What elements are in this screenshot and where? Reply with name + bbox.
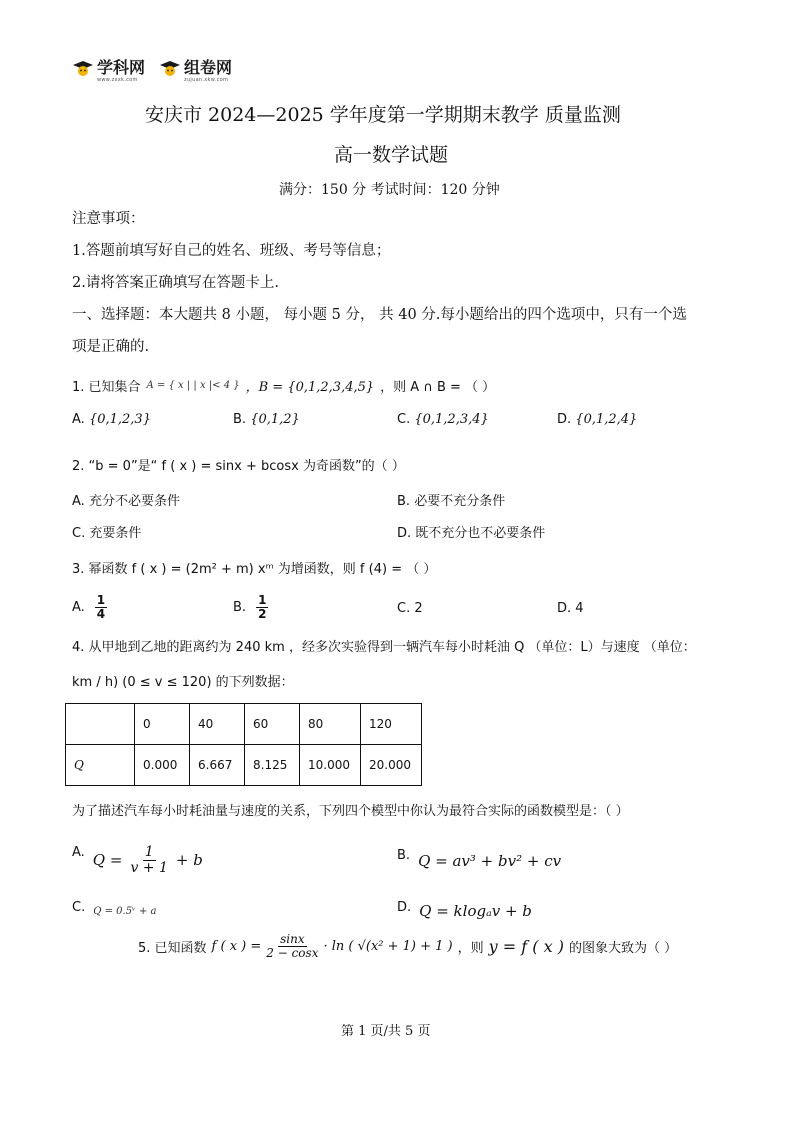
numerator: sinx — [280, 932, 305, 946]
option-a[interactable] — [72, 490, 180, 509]
option-text: 充分不必要条件 — [88, 494, 180, 509]
logo-url: zujuan.xkw.com — [184, 77, 229, 83]
formula-lhs: f ( x ) = — [211, 938, 262, 954]
formula-tail: · ln ( √(x² + 1) + 1 ) — [323, 938, 453, 954]
option-label: C. — [397, 412, 411, 427]
option-label: A. — [72, 599, 85, 615]
question-4-stem: 4. 从甲地到乙地的距离约为 240 km ，经多次实验得到一辆汽车每小时耗油 Q （单位：L）与速度 （单位： — [72, 640, 696, 655]
option-label: D. — [557, 412, 572, 427]
option-a[interactable] — [72, 594, 107, 620]
option-label: D. — [397, 900, 412, 915]
option-text: 充要条件 — [89, 526, 142, 541]
data-table — [65, 703, 422, 786]
notes-heading: 注意事项： — [72, 211, 145, 227]
question-number: 1. 已知集合 — [72, 380, 141, 395]
option-label: B. — [233, 599, 247, 615]
set-a: A = { x | | x |< 4 } — [146, 380, 240, 391]
table-cell: Q — [66, 745, 135, 786]
denominator: 2 − cosx — [266, 945, 319, 960]
graduation-cap-icon — [72, 60, 94, 78]
option-text: 必要不充分条件 — [414, 494, 506, 509]
numerator: 1 — [144, 844, 154, 860]
exam-title: 安庆市 2024—2025 学年度第一学期期末教学 质量监测 — [145, 104, 621, 126]
option-b[interactable] — [397, 848, 561, 870]
graduation-cap-icon — [159, 60, 181, 78]
option-text: 2 — [414, 601, 423, 616]
option-text: {0,1,2,3} — [88, 412, 151, 427]
table-cell: 60 — [245, 704, 300, 745]
question-4-prompt: 为了描述汽车每小时耗油量与速度的关系，下列四个模型中你认为最符合实际的函数模型是：（ ） — [72, 804, 629, 819]
fraction — [266, 933, 318, 959]
option-text: 4 — [575, 601, 584, 616]
table-cell: 80 — [300, 704, 361, 745]
option-b[interactable] — [233, 594, 268, 620]
option-text: Q = av³ + bv² + cv — [418, 852, 562, 870]
header-logos — [72, 60, 232, 83]
option-d[interactable] — [557, 601, 584, 616]
option-text: Q = 0.5ᵛ + a — [93, 906, 157, 917]
option-label: C. — [397, 601, 411, 616]
option-c[interactable] — [397, 412, 489, 427]
table-cell: 8.125 — [245, 745, 300, 786]
option-a[interactable] — [72, 845, 203, 875]
denominator: 4 — [96, 606, 106, 621]
exam-meta: 满分：150 分 考试时间：120 分钟 — [279, 182, 500, 198]
option-label: B. — [397, 848, 411, 863]
option-a[interactable] — [72, 412, 151, 427]
option-text: {0,1,2,4} — [575, 412, 638, 427]
option-c[interactable] — [72, 900, 156, 917]
option-c[interactable] — [397, 601, 423, 616]
option-label: C. — [72, 526, 86, 541]
fraction — [95, 594, 107, 620]
question-2-stem: 2. “b = 0”是“ f ( x ) = sinx + bcosx 为奇函数”的（ ） — [72, 459, 405, 474]
option-text: 既不充分也不必要条件 — [415, 526, 546, 541]
option-d[interactable] — [397, 522, 545, 541]
denominator: v + 1 — [130, 859, 168, 876]
option-b[interactable] — [397, 490, 505, 509]
table-row — [66, 745, 422, 786]
table-cell: 20.000 — [361, 745, 422, 786]
option-d[interactable] — [557, 412, 637, 427]
option-b[interactable] — [233, 412, 300, 427]
formula-lhs: Q = — [92, 851, 123, 870]
table-cell: 6.667 — [190, 745, 245, 786]
notes-item: 2.请将答案正确填写在答题卡上. — [72, 275, 279, 291]
logo-name: 学科网 — [97, 58, 146, 77]
question-4-stem: km / h) (0 ≤ v ≤ 120) 的下列数据： — [72, 675, 294, 690]
option-label: B. — [233, 412, 247, 427]
question-1-stem — [72, 376, 495, 395]
option-text: {0,1,2,3,4} — [414, 412, 489, 427]
option-label: C. — [72, 900, 86, 915]
option-label: D. — [557, 601, 572, 616]
fraction — [130, 845, 167, 875]
numerator: 1 — [96, 593, 106, 607]
denominator: 2 — [258, 606, 267, 621]
table-cell: 40 — [190, 704, 245, 745]
table-cell: 0.000 — [135, 745, 190, 786]
page-footer: 第 1 页/共 5 页 — [341, 1024, 431, 1039]
numerator: 1 — [258, 593, 267, 607]
question-suffix: ，则 — [457, 940, 484, 956]
table-row — [66, 704, 422, 745]
option-label: A. — [72, 412, 85, 427]
exam-subtitle: 高一数学试题 — [334, 144, 449, 166]
question-suffix: 的图象大致为（ ） — [568, 940, 678, 956]
table-cell — [66, 704, 135, 745]
table-cell: 0 — [135, 704, 190, 745]
section-instructions: 项是正确的. — [72, 339, 150, 355]
option-label: D. — [397, 526, 412, 541]
table-cell: 120 — [361, 704, 422, 745]
fraction — [256, 594, 268, 620]
section-instructions: 一、选择题：本大题共 8 小题， 每小题 5 分， 共 40 分.每小题给出的四个选项中，只有一个选 — [72, 307, 687, 323]
question-suffix: ，则 A ∩ B = （ ） — [380, 380, 496, 395]
option-c[interactable] — [72, 522, 141, 541]
logo-url: www.zxxk.com — [97, 77, 138, 83]
option-label: A. — [72, 494, 85, 509]
formula-y: y = f ( x ) — [488, 936, 564, 956]
notes-item: 1.答题前填写好自己的姓名、班级、考号等信息； — [72, 243, 391, 259]
set-b: ，B = {0,1,2,3,4,5} — [245, 380, 375, 395]
question-5-stem — [138, 933, 677, 959]
table-cell: 10.000 — [300, 745, 361, 786]
option-d[interactable] — [397, 900, 532, 920]
xuekewang-logo — [72, 60, 145, 83]
question-number: 5. 已知函数 — [138, 940, 207, 956]
question-3-stem: 3. 幂函数 f ( x ) = (2m² + m) xᵐ 为增函数，则 f (4) = （ ） — [72, 562, 437, 577]
option-label: A. — [72, 845, 85, 860]
zujuanwang-logo — [159, 60, 232, 83]
logo-name: 组卷网 — [184, 58, 233, 77]
option-label: B. — [397, 494, 411, 509]
formula-tail: + b — [175, 851, 203, 870]
option-text: {0,1,2} — [250, 412, 300, 427]
option-text: Q = klogₐv + b — [419, 902, 532, 920]
